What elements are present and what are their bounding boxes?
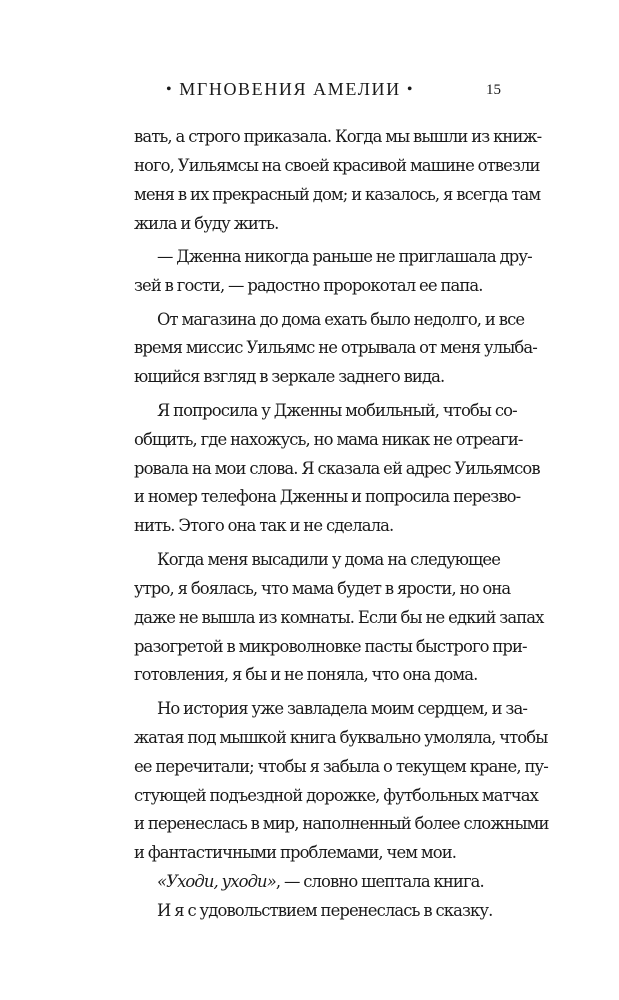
paragraph (134, 123, 542, 239)
text-line: время миссис Уильямс не отрывала от меня улыба- (134, 338, 537, 358)
paragraph (134, 546, 544, 690)
text-fragment: , — словно шептала книга. (275, 872, 484, 892)
text-line (134, 868, 500, 897)
text-line: ее перечитали; чтобы я забыла о текущем кране, пу- (134, 756, 548, 776)
text-line: Но история уже завладела моим сердцем, и за- (157, 698, 527, 718)
paragraph (134, 397, 540, 541)
text-line: и номер телефона Дженны и попросила перезво- (134, 487, 521, 507)
text-line: ного, Уильямсы на своей красивой машине отвезли (134, 155, 540, 175)
paragraph (134, 868, 500, 897)
paragraph (134, 243, 532, 301)
text-line: нить. Этого она так и не сделала. (134, 516, 394, 536)
text-line: жила и буду жить. (134, 213, 279, 233)
bullet-icon: • (165, 81, 174, 98)
text-line: готовления, я бы и не поняла, что она дома. (134, 665, 478, 685)
text-line: — Дженна никогда раньше не приглашала дру- (157, 247, 532, 267)
running-title: МГНОВЕНИЯ АМЕЛИИ (179, 79, 401, 99)
paragraph (134, 897, 500, 926)
body-text (134, 123, 549, 926)
text-line: меня в их прекрасный дом; и казалось, я всегда там (134, 184, 541, 204)
text-line: разогретой в микроволновке пасты быстрого при- (134, 636, 527, 656)
paragraph (134, 306, 537, 393)
text-line: общить, где нахожусь, но мама никак не отреаги- (134, 429, 523, 449)
text-line: ровала на мои слова. Я сказала ей адрес Уильямсов (134, 458, 540, 478)
text-line: утро, я боялась, что мама будет в ярости, но она (134, 578, 511, 598)
text-line: зей в гости, — радостно пророкотал ее папа. (134, 276, 483, 296)
running-head (160, 79, 420, 100)
text-line: От магазина до дома ехать было недолго, и все (157, 309, 525, 329)
text-line: и перенеслась в мир, наполненный более сложными (134, 814, 549, 834)
text-line: Когда меня высадили у дома на следующее (157, 549, 500, 569)
text-line: стующей подъездной дорожке, футбольных матчах (134, 785, 538, 805)
page-number: 15 (486, 82, 501, 98)
quoted-phrase: «Уходи, уходи» (157, 872, 276, 892)
paragraph (134, 695, 549, 868)
text-line: и фантастичными проблемами, чем мои. (134, 843, 457, 863)
text-line: Я попросила у Дженны мобильный, чтобы со- (157, 400, 517, 420)
text-line: ющийся взгляд в зеркале заднего вида. (134, 367, 445, 387)
text-line: И я с удовольствием перенеслась в сказку. (157, 901, 493, 921)
text-line: вать, а строго приказала. Когда мы вышли из книж- (134, 127, 542, 146)
bullet-icon: • (406, 81, 415, 98)
text-line: даже не вышла из комнаты. Если бы не едкий запах (134, 607, 544, 627)
text-line: жатая под мышкой книга буквально умоляла, чтобы (134, 727, 548, 747)
